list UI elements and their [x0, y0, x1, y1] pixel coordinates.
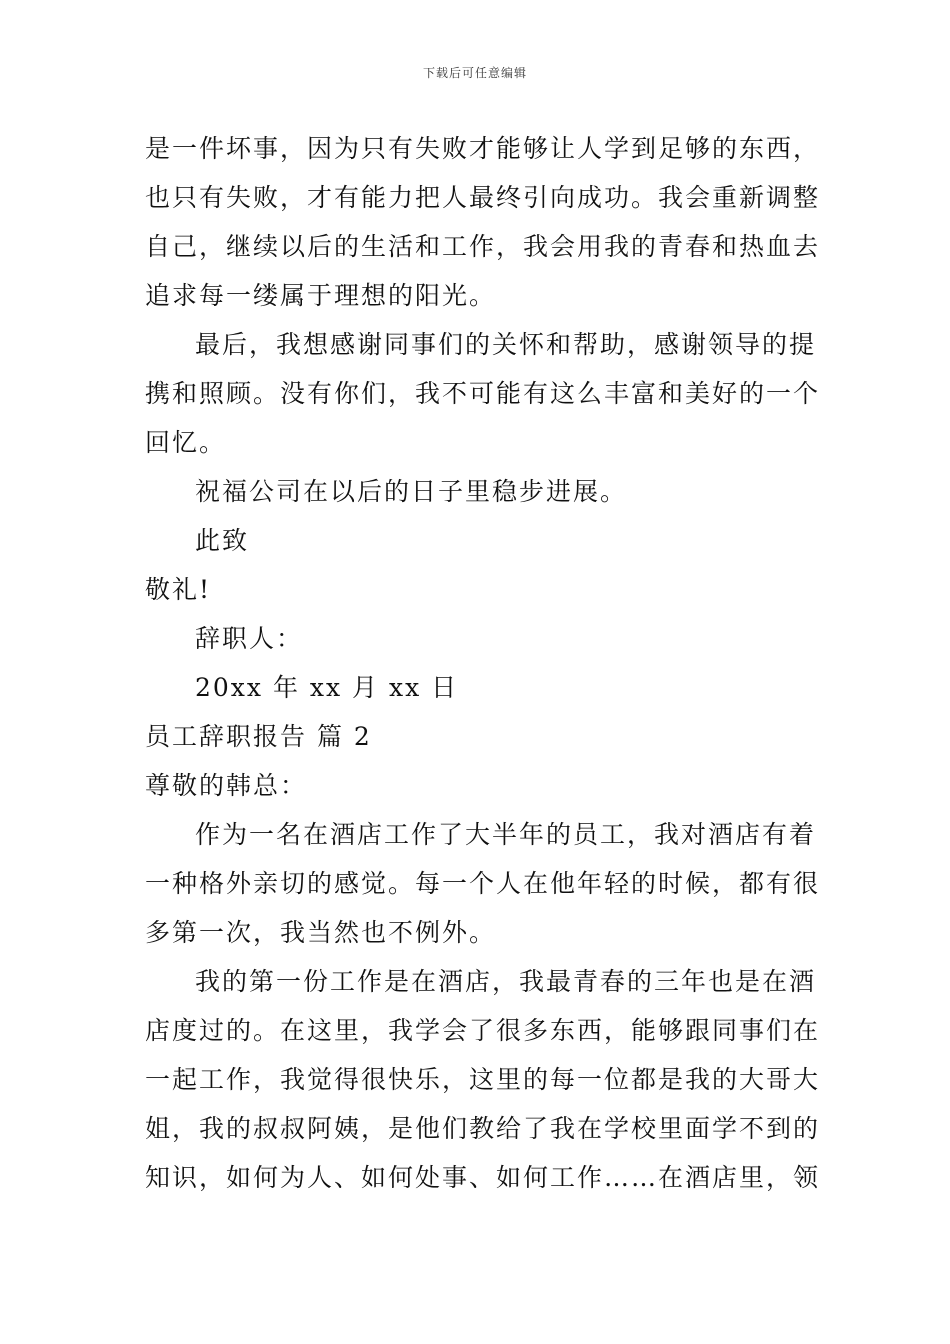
closing-salutation: 此致 — [195, 526, 250, 555]
section-title: 员工辞职报告 篇 2 — [145, 722, 372, 751]
closing-regards: 敬礼! — [145, 575, 212, 604]
text-line: 作为一名在酒店工作了大半年的员工，我对酒店有着 — [195, 820, 817, 849]
text-line: 我的第一份工作是在酒店，我最青春的三年也是在酒 — [195, 967, 817, 996]
text-line: 是一件坏事，因为只有失败才能够让人学到足够的东西， — [145, 134, 821, 163]
text-line: 祝福公司在以后的日子里稳步进展。 — [195, 477, 628, 506]
text-line: 知识，如何为人、如何处事、如何工作……在酒店里，领 — [145, 1163, 821, 1192]
text-line: 多第一次，我当然也不例外。 — [145, 918, 497, 947]
document-body — [145, 124, 821, 1202]
text-line: 携和照顾。没有你们，我不可能有这么丰富和美好的一个 — [145, 379, 821, 408]
text-line: 自己，继续以后的生活和工作，我会用我的青春和热血去 — [145, 232, 821, 261]
greeting-line: 尊敬的韩总： — [145, 771, 308, 800]
page-header: 下载后可任意编辑 — [422, 66, 527, 80]
signature-label: 辞职人： — [195, 624, 304, 653]
date-line: 20xx 年 xx 月 xx 日 — [195, 673, 459, 702]
text-line: 一种格外亲切的感觉。每一个人在他年轻的时候，都有很 — [145, 869, 821, 898]
text-line: 回忆。 — [145, 428, 227, 457]
text-line: 也只有失败，才有能力把人最终引向成功。我会重新调整 — [145, 183, 821, 212]
text-line: 店度过的。在这里，我学会了很多东西，能够跟同事们在 — [145, 1016, 821, 1045]
text-line: 追求每一缕属于理想的阳光。 — [145, 281, 497, 310]
text-line: 姐，我的叔叔阿姨，是他们教给了我在学校里面学不到的 — [145, 1114, 821, 1143]
text-line: 一起工作，我觉得很快乐，这里的每一位都是我的大哥大 — [145, 1065, 821, 1094]
text-line: 最后，我想感谢同事们的关怀和帮助，感谢领导的提 — [195, 330, 817, 359]
